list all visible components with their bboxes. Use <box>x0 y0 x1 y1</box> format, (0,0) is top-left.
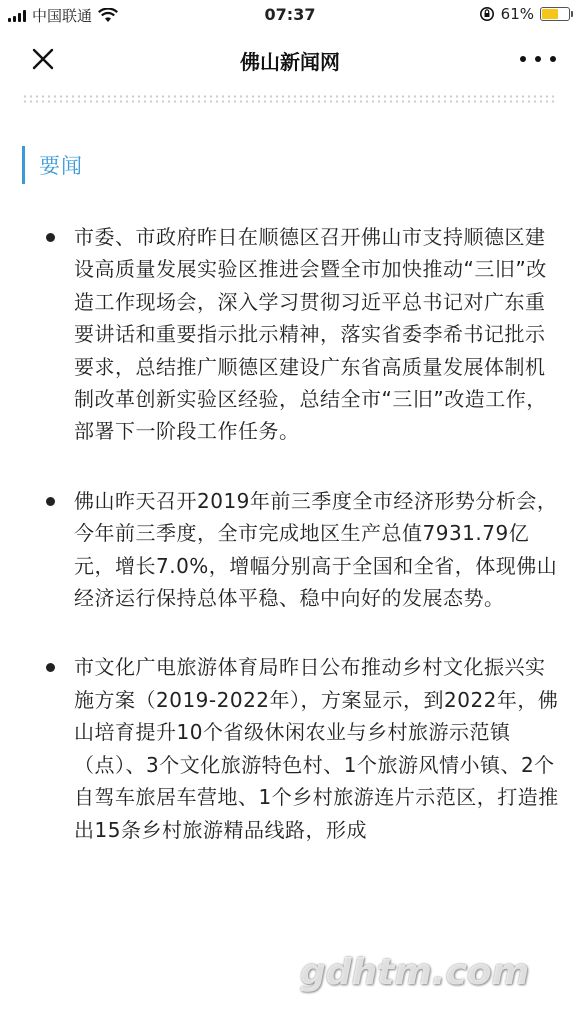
more-button[interactable] <box>520 46 556 72</box>
list-item <box>44 651 562 845</box>
news-text: 市文化广电旅游体育局昨日公布推动乡村文化振兴实施方案（2019-2022年），方案显示，到2022年，佛山培育提升10个省级休闲农业与乡村旅游示范镇（点）、3个文化旅游特色村、1个旅游风情小镇、2个自驾车旅居车营地、1个乡村旅游连片示范区，打造推出15条乡村旅游精品线路，形成 <box>74 655 559 842</box>
page-title: 佛山新闻网 <box>240 50 340 74</box>
news-text: 佛山昨天召开2019年前三季度全市经济形势分析会，今年前三季度，全市完成地区生产总值7931.79亿元，增长7.0%，增幅分别高于全国和全省，体现佛山经济运行保持总体平稳、稳中向好的发展态势。 <box>74 488 558 611</box>
bullet-icon <box>46 233 55 242</box>
news-text: 市委、市政府昨日在顺德区召开佛山市支持顺德区建设高质量发展实验区推进会暨全市加快推动“三旧”改造工作现场会，深入学习贯彻习近平总书记对广东重要讲话和重要指示批示精神，落实省委李希书记批示要求，总结推广顺德区建设广东省高质量发展体制机制改革创新实验区经验，总结全市“三旧”改造工作，部署下一阶段工作任务。 <box>74 225 547 444</box>
watermark: gdhtm.com <box>300 952 530 993</box>
status-right <box>479 5 570 23</box>
status-time: 07:37 <box>264 5 316 24</box>
carrier-label: 中国联通 <box>32 7 93 25</box>
list-item <box>44 221 562 448</box>
dotted-divider <box>22 94 558 104</box>
status-bar <box>0 0 580 30</box>
section-title: 要闻 <box>39 154 83 178</box>
orientation-lock-icon <box>479 6 495 22</box>
heading-accent-bar <box>22 146 25 184</box>
battery-percent: 61% <box>500 5 534 23</box>
section-heading <box>22 146 83 184</box>
battery-icon <box>540 7 570 21</box>
nav-bar <box>0 30 580 88</box>
news-list <box>44 221 562 883</box>
more-dot-icon <box>550 56 556 62</box>
more-dot-icon <box>520 56 526 62</box>
more-dot-icon <box>535 56 541 62</box>
list-item <box>44 485 562 615</box>
battery-fill <box>542 9 558 19</box>
bullet-icon <box>46 663 55 672</box>
bullet-icon <box>46 497 55 506</box>
